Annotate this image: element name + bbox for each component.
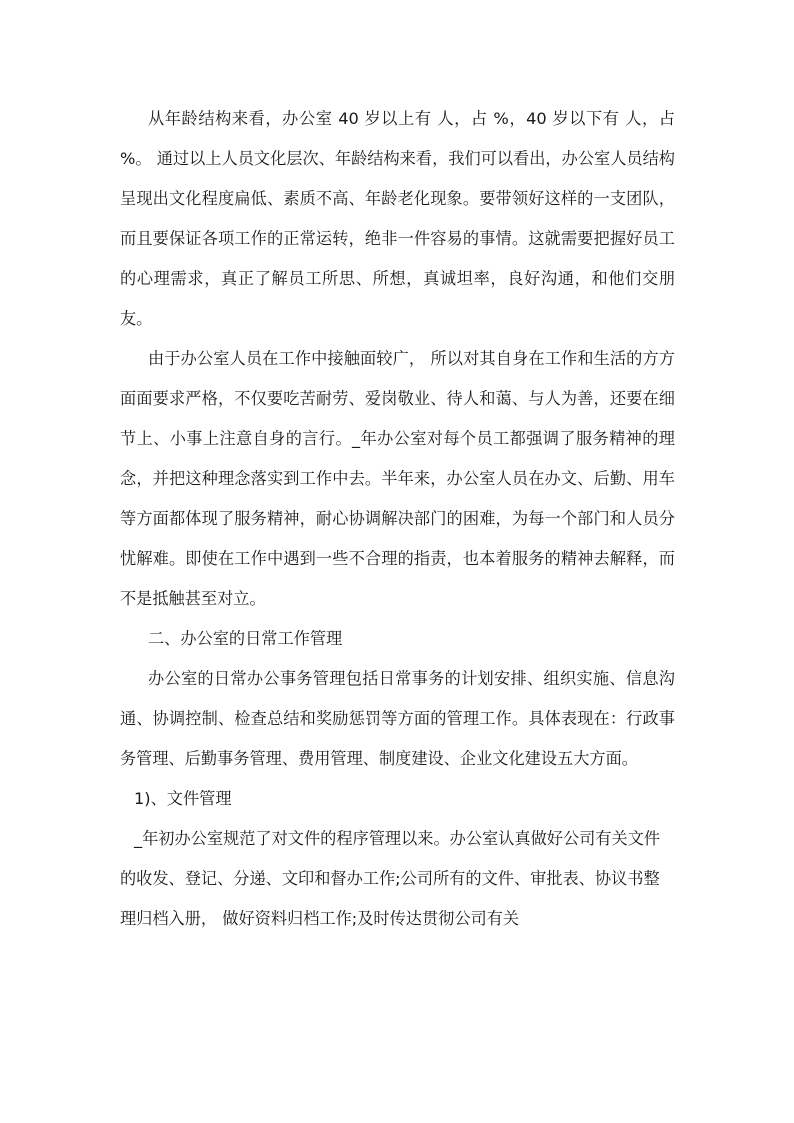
subheading-file-management: 1)、文件管理 <box>134 789 232 808</box>
document-body <box>120 99 675 939</box>
paragraph-age-structure: 从年龄结构来看，办公室 40 岁以上有 人，占 %，40 岁以下有 人，占 %。 通过以上人员文化层次、年龄结构来看，我们可以看出，办公室人员结构呈现出文化程度扁低、素质不高、年龄老化现象。要带领好这样的一支团队，而且要保证各项工作的正常运转，绝非一件容易的事情。这就需要把握好员工的心理需求，真正了解员工所思、所想，真诚坦率，良好沟通，和他们交朋友。 <box>120 109 675 328</box>
paragraph-daily-affairs: 办公室的日常办公事务管理包括日常事务的计划安排、组织实施、信息沟通、协调控制、检查总结和奖励惩罚等方面的管理工作。具体表现在：行政事务管理、后勤事务管理、费用管理、制度建设、企业文化建设五大方面。 <box>120 669 675 768</box>
paragraph-service-spirit: 由于办公室人员在工作中接触面较广， 所以对其自身在工作和生活的方方面面要求严格，不仅要吃苦耐劳、爱岗敬业、待人和蔼、与人为善，还要在细节上、小事上注意自身的言行。_年办公室对每个员工都强调了服务精神的理念，并把这种理念落实到工作中去。半年来，办公室人员在办文、后勤、用车等方面都体现了服务精神，耐心协调解决部门的困难，为每一个部门和人员分忧解难。即使在工作中遇到一些不合理的指责，也本着服务的精神去解释，而不是抵触甚至对立。 <box>120 349 675 608</box>
paragraph-file-management: _年初办公室规范了对文件的程序管理以来。办公室认真做好公司有关文件的收发、登记、分递、文印和督办工作;公司所有的文件、审批表、协议书整理归档入册， 做好资料归档工作;及时传达贯彻公司有关 <box>120 829 661 928</box>
section-heading-daily-management: 二、办公室的日常工作管理 <box>148 629 343 648</box>
